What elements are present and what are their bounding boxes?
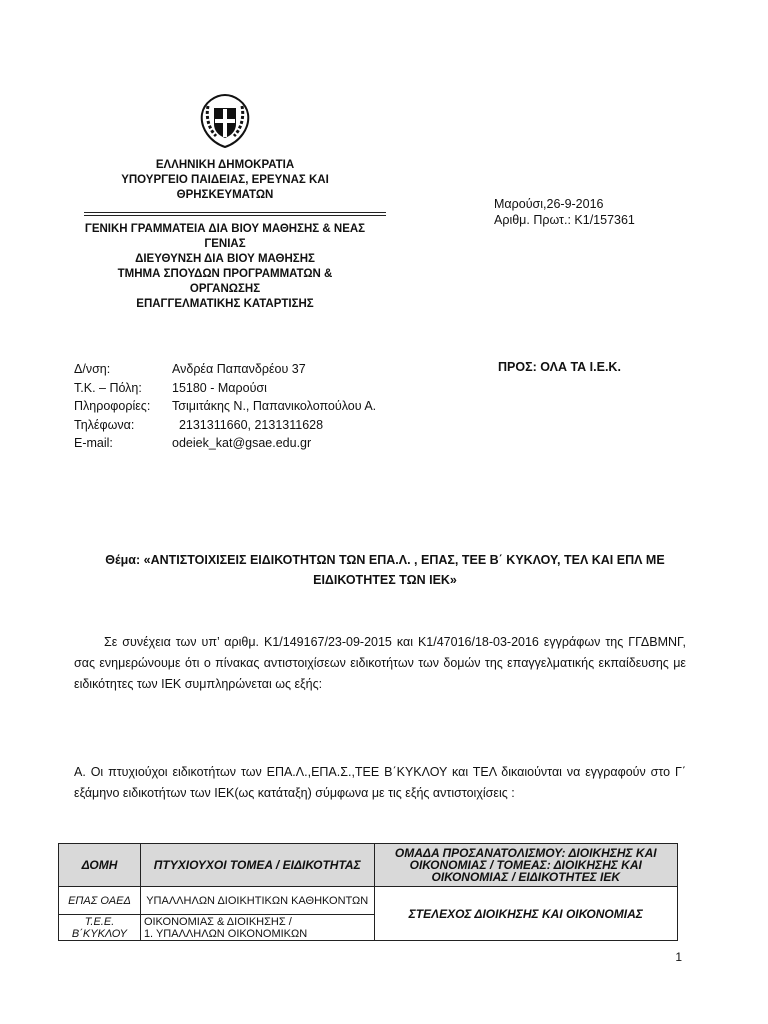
page-number: 1 <box>675 950 682 964</box>
contact-label: Πληροφορίες: <box>74 399 151 413</box>
contact-value: Τσιμιτάκης Ν., Παπανικολοπούλου Α. <box>172 399 377 413</box>
header-divider <box>84 215 386 216</box>
header-line: ΔΙΕΥΘΥΝΣΗ ΔΙΑ ΒΙΟΥ ΜΑΘΗΣΗΣ <box>135 253 315 265</box>
contact-row <box>74 416 376 435</box>
cell-line: 1. ΥΠΑΛΛΗΛΩΝ ΟΙΚΟΝΟΜΙΚΩΝ <box>143 927 308 940</box>
document-meta <box>494 196 635 228</box>
header-line: ΥΠΟΥΡΓΕΙΟ ΠΑΙΔΕΙΑΣ, ΕΡΕΥΝΑΣ ΚΑΙ <box>121 174 329 186</box>
contact-row <box>74 360 376 379</box>
protocol-number: Αριθμ. Πρωτ.: Κ1/157361 <box>494 213 635 227</box>
contact-value: Ανδρέα Παπανδρέου 37 <box>172 362 306 376</box>
contact-label: E-mail: <box>74 436 113 450</box>
table-cell: ΕΠΑΣ ΟΑΕΔ <box>59 887 141 915</box>
header-cell: ΠΤΥΧΙΟΥΧΟΙ ΤΟΜΕΑ / ΕΙΔΙΚΟΤΗΤΑΣ <box>140 844 374 887</box>
header-line: ΓΕΝΙΚΗ ΓΡΑΜΜΑΤΕΙΑ ΔΙΑ ΒΙΟΥ ΜΑΘΗΣΗΣ & ΝΕΑΣ <box>84 223 366 235</box>
header-line: ΕΛΛΗΝΙΚΗ ΔΗΜΟΚΡΑΤΙΑ <box>155 159 295 171</box>
correspondence-table <box>58 843 678 941</box>
section-a-paragraph: Α. Οι πτυχιούχοι ειδικοτήτων των ΕΠΑ.Λ.,ΕΠΑ.Σ.,ΤΕΕ Β΄ΚΥΚΛΟΥ και ΤΕΛ δικαιούνται να εγγραφούν στο Γ΄ εξάμηνο ειδικοτήτων των ΙΕΚ(ως κατάταξη) σύμφωνα με τις εξής αντιστοιχίσεις : <box>74 765 686 800</box>
contact-row <box>74 434 376 453</box>
recipient: ΠΡΟΣ: ΟΛΑ ΤΑ Ι.Ε.Κ. <box>498 360 621 374</box>
subject-line: Θέμα: «ΑΝΤΙΣΤΟΙΧΙΣΕΙΣ ΕΙΔΙΚΟΤΗΤΩΝ ΤΩΝ ΕΠΑ.Λ. , ΕΠΑΣ, ΤΕΕ Β΄ ΚΥΚΛΟΥ, ΤΕΛ ΚΑΙ ΕΠΛ ΜΕ <box>105 553 665 567</box>
contact-email[interactable]: odeiek_kat@gsae.edu.gr <box>172 436 312 450</box>
table-cell: ΥΠΑΛΛΗΛΩΝ ΔΙΟΙΚΗΤΙΚΩΝ ΚΑΘΗΚΟΝΤΩΝ <box>140 887 374 915</box>
contact-block <box>74 360 376 453</box>
contact-label: Τ.Κ. – Πόλη: <box>74 380 142 395</box>
place-date: Μαρούσι,26-9-2016 <box>494 197 604 211</box>
cell-line: ΟΙΚΟΝΟΜΙΑΣ & ΔΙΟΙΚΗΣΗΣ / <box>143 915 292 928</box>
contact-value: 15180 - Μαρούσι <box>172 380 267 395</box>
header-line: ΓΕΝΙΑΣ <box>204 238 246 250</box>
header-cell: ΟΜΑΔΑ ΠΡΟΣΑΝΑΤΟΛΙΣΜΟΥ: ΔΙΟΙΚΗΣΗΣ ΚΑΙ ΟΙΚΟΝΟΜΙΑΣ / ΤΟΜΕΑΣ: ΔΙΟΙΚΗΣΗΣ ΚΑΙ ΟΙΚΟΝΟΜΙΑΣ / ΕΙΔΙΚΟΤΗΤΕΣ ΙΕΚ <box>374 844 678 887</box>
subject-line: ΕΙΔΙΚΟΤΗΤΕΣ ΤΩΝ ΙΕΚ» <box>313 573 457 587</box>
header-line: ΤΜΗΜΑ ΣΠΟΥΔΩΝ ΠΡΟΓΡΑΜΜΑΤΩΝ & <box>117 268 333 280</box>
table-header-row <box>59 844 678 887</box>
contact-label: Τηλέφωνα: <box>74 417 135 432</box>
table-cell: Τ.Ε.Ε. Β΄ΚΥΚΛΟΥ <box>59 915 141 941</box>
subject <box>60 550 710 590</box>
header-divider <box>84 212 386 213</box>
iek-specialty-cell: ΣΤΕΛΕΧΟΣ ΔΙΟΙΚΗΣΗΣ ΚΑΙ ΟΙΚΟΝΟΜΙΑΣ <box>374 887 678 941</box>
greek-coat-of-arms-icon <box>196 92 254 150</box>
contact-row <box>74 397 376 416</box>
contact-value: 2131311660, 2131311628 <box>172 417 324 432</box>
department-header <box>60 222 390 312</box>
table-row <box>59 887 678 915</box>
header-cell: ΔΟΜΗ <box>59 844 141 887</box>
intro-paragraph: Σε συνέχεια των υπ’ αριθμ. Κ1/149167/23-09-2015 και Κ1/47016/18-03-2016 εγγράφων της ΓΓΔΒΜΝΓ, σας ενημερώνουμε ότι ο πίνακας αντιστοιχίσεων ειδικοτήτων των δομών της επαγγελματικής εκπαίδευσης με ειδικότητες των ΙΕΚ συμπληρώνεται ως εξής: <box>74 635 686 691</box>
header-line: ΘΡΗΣΚΕΥΜΑΤΩΝ <box>176 189 274 201</box>
table-cell <box>140 915 374 941</box>
ministry-header <box>60 158 390 203</box>
header-line: ΕΠΑΓΓΕΛΜΑΤΙΚΗΣ ΚΑΤΑΡΤΙΣΗΣ <box>136 298 314 310</box>
contact-row <box>74 379 376 398</box>
contact-label: Δ/νση: <box>74 362 111 376</box>
header-line: ΟΡΓΑΝΩΣΗΣ <box>189 283 261 295</box>
